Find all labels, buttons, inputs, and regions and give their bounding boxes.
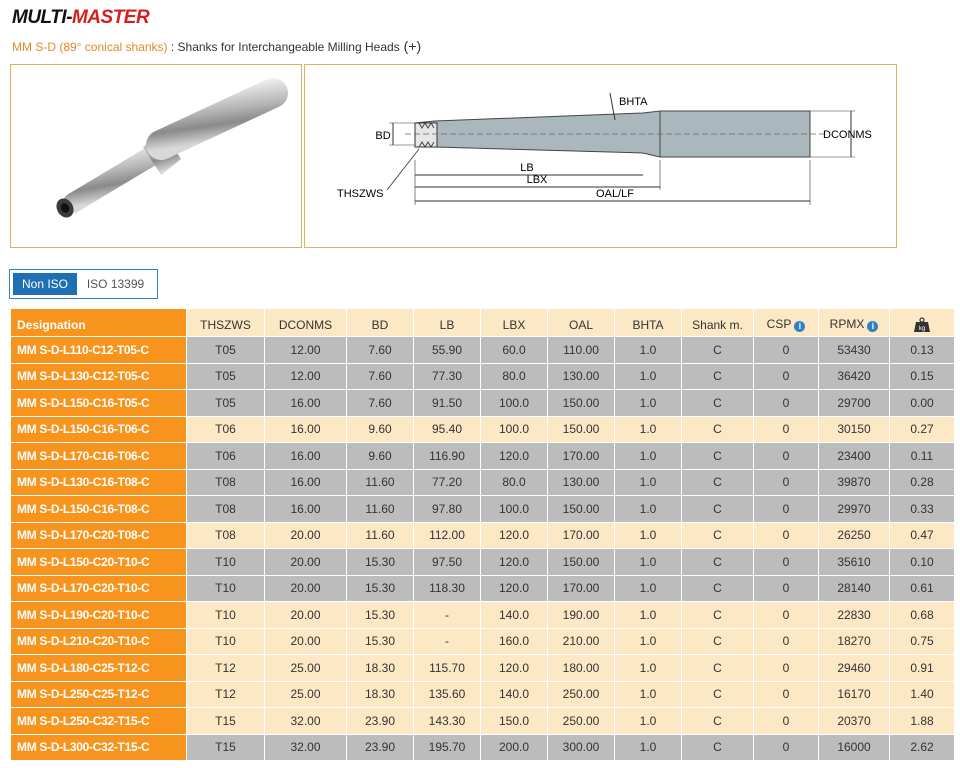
cell-lbx: 120.0	[481, 443, 548, 470]
cell-dconms: 16.00	[265, 469, 347, 496]
cell-thszws: T08	[187, 496, 265, 523]
cell-rpmx: 30150	[819, 416, 890, 443]
cell-bd: 18.30	[347, 655, 414, 682]
cell-weight: 1.88	[890, 708, 955, 735]
cell-lbx: 140.0	[481, 602, 548, 629]
cell-designation[interactable]: MM S-D-L150-C16-T08-C	[11, 496, 187, 523]
cell-weight: 0.11	[890, 443, 955, 470]
cell-rpmx: 39870	[819, 469, 890, 496]
cell-bhta: 1.0	[615, 549, 682, 576]
label-dconms: DCONMS	[823, 129, 872, 141]
cell-lbx: 80.0	[481, 469, 548, 496]
table-row[interactable]	[11, 443, 955, 470]
cell-weight: 0.33	[890, 496, 955, 523]
cell-weight: 0.27	[890, 416, 955, 443]
col-header-csp[interactable]	[754, 309, 819, 337]
cell-csp: 0	[754, 522, 819, 549]
weight-icon-label: kg	[918, 326, 926, 332]
rpmx-info-icon[interactable]: i	[867, 321, 878, 332]
cell-rpmx: 22830	[819, 602, 890, 629]
cell-bd: 15.30	[347, 549, 414, 576]
cell-designation[interactable]: MM S-D-L130-C12-T05-C	[11, 363, 187, 390]
cell-rpmx: 53430	[819, 337, 890, 364]
cell-rpmx: 29970	[819, 496, 890, 523]
cell-bd: 7.60	[347, 390, 414, 417]
cell-dconms: 32.00	[265, 708, 347, 735]
cell-csp: 0	[754, 337, 819, 364]
label-oal: OAL/LF	[596, 188, 634, 200]
cell-csp: 0	[754, 390, 819, 417]
cell-lb: 135.60	[414, 681, 481, 708]
cell-shank: C	[682, 522, 754, 549]
cell-dconms: 20.00	[265, 575, 347, 602]
cell-designation[interactable]: MM S-D-L250-C25-T12-C	[11, 681, 187, 708]
cell-designation[interactable]: MM S-D-L150-C16-T06-C	[11, 416, 187, 443]
cell-thszws: T10	[187, 602, 265, 629]
cell-bd: 9.60	[347, 416, 414, 443]
cell-shank: C	[682, 628, 754, 655]
cell-shank: C	[682, 443, 754, 470]
cell-oal: 150.00	[548, 549, 615, 576]
cell-bd: 15.30	[347, 575, 414, 602]
cell-thszws: T15	[187, 708, 265, 735]
cell-designation[interactable]: MM S-D-L170-C20-T08-C	[11, 522, 187, 549]
cell-csp: 0	[754, 363, 819, 390]
cell-shank: C	[682, 655, 754, 682]
cell-designation[interactable]: MM S-D-L170-C16-T06-C	[11, 443, 187, 470]
cell-lb: 97.50	[414, 549, 481, 576]
cell-thszws: T10	[187, 549, 265, 576]
col-header-bhta[interactable]: BHTA	[615, 309, 682, 337]
cell-thszws: T12	[187, 681, 265, 708]
table-row[interactable]	[11, 734, 955, 761]
table-row[interactable]	[11, 628, 955, 655]
table-row[interactable]	[11, 708, 955, 735]
cell-shank: C	[682, 337, 754, 364]
cell-rpmx: 26250	[819, 522, 890, 549]
table-row[interactable]	[11, 575, 955, 602]
cell-designation[interactable]: MM S-D-L190-C20-T10-C	[11, 602, 187, 629]
cell-bd: 11.60	[347, 496, 414, 523]
cell-designation[interactable]: MM S-D-L110-C12-T05-C	[11, 337, 187, 364]
cell-weight: 0.15	[890, 363, 955, 390]
cell-bd: 9.60	[347, 443, 414, 470]
weight-icon	[913, 317, 931, 332]
cell-weight: 0.68	[890, 602, 955, 629]
cell-weight: 0.28	[890, 469, 955, 496]
table-row[interactable]	[11, 655, 955, 682]
cell-bhta: 1.0	[615, 363, 682, 390]
cell-shank: C	[682, 734, 754, 761]
cell-lb: 116.90	[414, 443, 481, 470]
label-thszws: THSZWS	[337, 188, 384, 200]
cell-lbx: 160.0	[481, 628, 548, 655]
col-header-oal[interactable]: OAL	[548, 309, 615, 337]
cell-csp: 0	[754, 496, 819, 523]
technical-drawing	[304, 64, 897, 248]
cell-thszws: T05	[187, 390, 265, 417]
table-header-row	[11, 309, 955, 337]
table-row[interactable]	[11, 496, 955, 523]
col-header-lb[interactable]: LB	[414, 309, 481, 337]
cell-lb: -	[414, 602, 481, 629]
cell-lb: -	[414, 628, 481, 655]
cell-dconms: 20.00	[265, 628, 347, 655]
cell-lbx: 100.0	[481, 390, 548, 417]
cell-shank: C	[682, 390, 754, 417]
table-row[interactable]	[11, 681, 955, 708]
cell-lb: 95.40	[414, 416, 481, 443]
table-row[interactable]	[11, 390, 955, 417]
cell-lb: 77.30	[414, 363, 481, 390]
cell-rpmx: 29700	[819, 390, 890, 417]
tab-iso-13399[interactable]: ISO 13399	[86, 277, 145, 291]
label-bd: BD	[375, 130, 391, 142]
cell-dconms: 16.00	[265, 390, 347, 417]
cell-oal: 170.00	[548, 443, 615, 470]
cell-bhta: 1.0	[615, 575, 682, 602]
cell-thszws: T06	[187, 416, 265, 443]
cell-csp: 0	[754, 628, 819, 655]
cell-weight: 0.61	[890, 575, 955, 602]
cell-weight: 0.13	[890, 337, 955, 364]
table-row[interactable]	[11, 522, 955, 549]
cell-bhta: 1.0	[615, 628, 682, 655]
cell-csp: 0	[754, 655, 819, 682]
cell-lb: 115.70	[414, 655, 481, 682]
cell-oal: 180.00	[548, 655, 615, 682]
cell-bhta: 1.0	[615, 655, 682, 682]
cell-shank: C	[682, 416, 754, 443]
cell-lbx: 150.0	[481, 708, 548, 735]
cell-dconms: 12.00	[265, 363, 347, 390]
cell-bd: 7.60	[347, 363, 414, 390]
cell-lbx: 100.0	[481, 416, 548, 443]
cell-oal: 150.00	[548, 390, 615, 417]
cell-lbx: 200.0	[481, 734, 548, 761]
cell-shank: C	[682, 708, 754, 735]
cell-lbx: 60.0	[481, 337, 548, 364]
cell-dconms: 25.00	[265, 655, 347, 682]
cell-bhta: 1.0	[615, 443, 682, 470]
cell-designation[interactable]: MM S-D-L180-C25-T12-C	[11, 655, 187, 682]
cell-lbx: 100.0	[481, 496, 548, 523]
cell-oal: 130.00	[548, 363, 615, 390]
table-row[interactable]	[11, 337, 955, 364]
cell-lbx: 120.0	[481, 575, 548, 602]
shank-rendering	[11, 65, 301, 247]
cell-bd: 23.90	[347, 734, 414, 761]
label-bhta: BHTA	[619, 96, 648, 108]
cell-rpmx: 36420	[819, 363, 890, 390]
cell-dconms: 25.00	[265, 681, 347, 708]
cell-lb: 143.30	[414, 708, 481, 735]
cell-csp: 0	[754, 602, 819, 629]
cell-bhta: 1.0	[615, 416, 682, 443]
cell-thszws: T12	[187, 655, 265, 682]
cell-dconms: 16.00	[265, 496, 347, 523]
cell-designation[interactable]: MM S-D-L150-C20-T10-C	[11, 549, 187, 576]
table-body	[11, 337, 955, 761]
cell-bd: 11.60	[347, 522, 414, 549]
cell-lbx: 120.0	[481, 655, 548, 682]
cell-rpmx: 20370	[819, 708, 890, 735]
cell-oal: 150.00	[548, 496, 615, 523]
cell-lb: 55.90	[414, 337, 481, 364]
cell-thszws: T05	[187, 363, 265, 390]
cell-bhta: 1.0	[615, 734, 682, 761]
cell-thszws: T10	[187, 628, 265, 655]
cell-designation[interactable]: MM S-D-L130-C16-T08-C	[11, 469, 187, 496]
cell-weight: 0.10	[890, 549, 955, 576]
cell-dconms: 16.00	[265, 443, 347, 470]
cell-rpmx: 16000	[819, 734, 890, 761]
cell-lbx: 80.0	[481, 363, 548, 390]
cell-oal: 300.00	[548, 734, 615, 761]
cell-oal: 250.00	[548, 681, 615, 708]
cell-oal: 110.00	[548, 337, 615, 364]
cell-bhta: 1.0	[615, 469, 682, 496]
cell-weight: 2.62	[890, 734, 955, 761]
cell-shank: C	[682, 469, 754, 496]
subtitle-separator: :	[167, 40, 178, 54]
tab-non-iso[interactable]: Non ISO	[13, 273, 77, 295]
cell-oal: 150.00	[548, 416, 615, 443]
cell-lbx: 140.0	[481, 681, 548, 708]
series-description: Shanks for Interchangeable Milling Heads	[177, 40, 400, 54]
cell-thszws: T08	[187, 469, 265, 496]
cell-bhta: 1.0	[615, 708, 682, 735]
table-row[interactable]	[11, 416, 955, 443]
cell-designation[interactable]: MM S-D-L170-C20-T10-C	[11, 575, 187, 602]
cell-thszws: T05	[187, 337, 265, 364]
standard-tabs	[9, 269, 158, 299]
cell-lb: 118.30	[414, 575, 481, 602]
cell-weight: 0.47	[890, 522, 955, 549]
cell-oal: 210.00	[548, 628, 615, 655]
cell-shank: C	[682, 549, 754, 576]
cell-lb: 91.50	[414, 390, 481, 417]
cell-bd: 11.60	[347, 469, 414, 496]
cell-bd: 7.60	[347, 337, 414, 364]
dimension-diagram	[305, 65, 896, 247]
col-header-rpmx[interactable]	[819, 309, 890, 337]
label-lbx: LBX	[526, 174, 548, 186]
cell-shank: C	[682, 602, 754, 629]
cell-csp: 0	[754, 443, 819, 470]
product-photo	[10, 64, 302, 248]
cell-rpmx: 18270	[819, 628, 890, 655]
cell-shank: C	[682, 575, 754, 602]
page-subtitle	[12, 38, 421, 55]
cell-dconms: 16.00	[265, 416, 347, 443]
cell-bhta: 1.0	[615, 337, 682, 364]
table-row[interactable]	[11, 602, 955, 629]
cell-lbx: 120.0	[481, 549, 548, 576]
cell-csp: 0	[754, 681, 819, 708]
cell-weight: 1.40	[890, 681, 955, 708]
cell-csp: 0	[754, 575, 819, 602]
cell-rpmx: 16170	[819, 681, 890, 708]
cell-bhta: 1.0	[615, 390, 682, 417]
cell-dconms: 32.00	[265, 734, 347, 761]
shank-table	[10, 308, 955, 761]
brand-logo	[12, 6, 149, 30]
brand-logo-part1: MULTI-	[12, 7, 72, 28]
cell-bhta: 1.0	[615, 681, 682, 708]
cell-rpmx: 28140	[819, 575, 890, 602]
label-lb: LB	[520, 162, 534, 174]
cell-csp: 0	[754, 734, 819, 761]
cell-csp: 0	[754, 416, 819, 443]
cell-designation[interactable]: MM S-D-L250-C32-T15-C	[11, 708, 187, 735]
cell-weight: 0.91	[890, 655, 955, 682]
cell-dconms: 20.00	[265, 549, 347, 576]
cell-oal: 170.00	[548, 575, 615, 602]
cell-oal: 130.00	[548, 469, 615, 496]
brand-logo-part2: MASTER	[71, 7, 150, 28]
cell-lb: 112.00	[414, 522, 481, 549]
cell-lb: 97.80	[414, 496, 481, 523]
col-header-thszws[interactable]: THSZWS	[187, 309, 265, 337]
cell-designation[interactable]: MM S-D-L210-C20-T10-C	[11, 628, 187, 655]
cell-shank: C	[682, 363, 754, 390]
cell-thszws: T08	[187, 522, 265, 549]
cell-csp: 0	[754, 549, 819, 576]
cell-dconms: 20.00	[265, 522, 347, 549]
cell-bd: 15.30	[347, 628, 414, 655]
cell-bhta: 1.0	[615, 602, 682, 629]
series-name: MM S-D (89° conical shanks)	[12, 40, 168, 54]
cell-rpmx: 29460	[819, 655, 890, 682]
cell-rpmx: 23400	[819, 443, 890, 470]
cell-bd: 18.30	[347, 681, 414, 708]
cell-oal: 170.00	[548, 522, 615, 549]
cell-lb: 77.20	[414, 469, 481, 496]
cell-csp: 0	[754, 708, 819, 735]
table-row[interactable]	[11, 469, 955, 496]
col-header-lbx[interactable]: LBX	[481, 309, 548, 337]
col-header-rpmx-label: RPMX	[829, 317, 865, 331]
cell-bd: 23.90	[347, 708, 414, 735]
cell-csp: 0	[754, 469, 819, 496]
expand-toggle[interactable]: (+)	[403, 38, 422, 54]
table-row[interactable]	[11, 549, 955, 576]
cell-rpmx: 35610	[819, 549, 890, 576]
col-header-dconms[interactable]: DCONMS	[265, 309, 347, 337]
csp-info-icon[interactable]: i	[794, 321, 805, 332]
cell-oal: 190.00	[548, 602, 615, 629]
cell-bhta: 1.0	[615, 496, 682, 523]
cell-thszws: T10	[187, 575, 265, 602]
cell-lb: 195.70	[414, 734, 481, 761]
cell-thszws: T06	[187, 443, 265, 470]
cell-oal: 250.00	[548, 708, 615, 735]
cell-thszws: T15	[187, 734, 265, 761]
cell-dconms: 12.00	[265, 337, 347, 364]
cell-weight: 0.75	[890, 628, 955, 655]
cell-shank: C	[682, 496, 754, 523]
cell-dconms: 20.00	[265, 602, 347, 629]
cell-designation[interactable]: MM S-D-L150-C16-T05-C	[11, 390, 187, 417]
col-header-shank[interactable]: Shank m.	[682, 309, 754, 337]
col-header-designation[interactable]: Designation	[11, 309, 187, 337]
col-header-weight[interactable]	[890, 309, 955, 337]
cell-designation[interactable]: MM S-D-L300-C32-T15-C	[11, 734, 187, 761]
cell-bhta: 1.0	[615, 522, 682, 549]
cell-bd: 15.30	[347, 602, 414, 629]
cell-shank: C	[682, 681, 754, 708]
col-header-bd[interactable]: BD	[347, 309, 414, 337]
cell-weight: 0.00	[890, 390, 955, 417]
col-header-csp-label: CSP	[766, 317, 792, 331]
cell-lbx: 120.0	[481, 522, 548, 549]
table-row[interactable]	[11, 363, 955, 390]
